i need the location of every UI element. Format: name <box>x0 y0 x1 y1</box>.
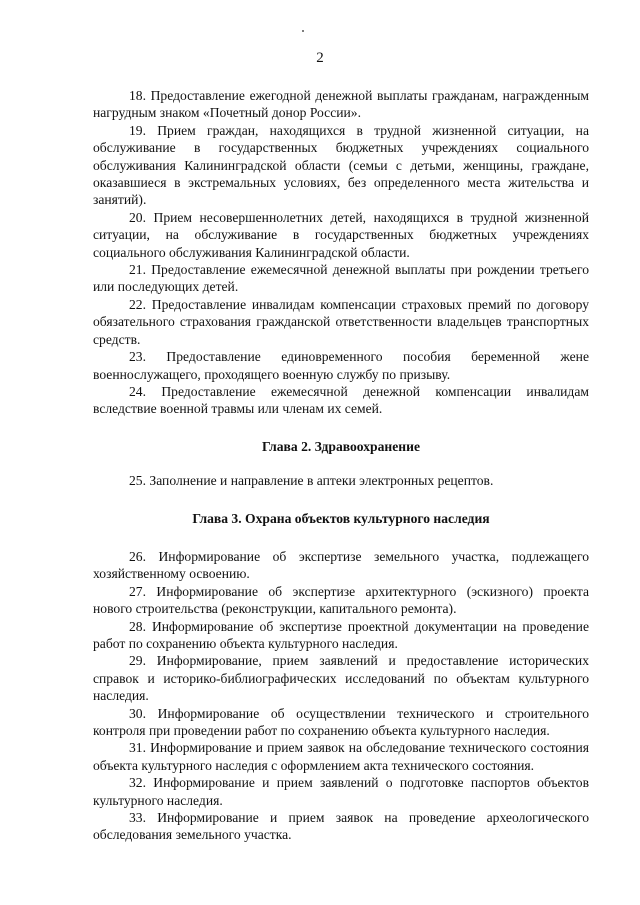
chapter-3-heading: Глава 3. Охрана объектов культурного наследия <box>192 510 490 526</box>
list-item-29: 29. Информирование, прием заявлений и предоставление исторических справок и историко-библиографических исследований по объектам культурного наследия. <box>93 653 589 704</box>
list-item-31: 31. Информирование и прием заявок на обследование технического состояния объекта культурного наследия с оформлением акта технического состояния. <box>93 740 589 773</box>
list-item-28: 28. Информирование об экспертизе проектной документации на проведение работ по сохранению объекта культурного наследия. <box>93 618 589 651</box>
list-item-21: 21. Предоставление ежемесячной денежной выплаты при рождении третьего или последующих детей. <box>93 262 589 295</box>
list-item-30: 30. Информирование об осуществлении технического и строительного контроля при проведении работ по сохранению объекта культурного наследия. <box>93 705 589 738</box>
list-item-23: 23. Предоставление единовременного пособия беременной жене военнослужащего, проходящего военную службу по призыву. <box>93 349 589 382</box>
list-item-24: 24. Предоставление ежемесячной денежной компенсации инвалидам вследствие военной травмы или членам их семей. <box>93 383 589 417</box>
list-item-33: 33. Информирование и прием заявок на проведение археологического обследования земельного участка. <box>93 810 589 843</box>
list-item-27: 27. Информирование об экспертизе архитектурного (эскизного) проекта нового строительства (реконструкции, капитального ремонта). <box>93 583 589 617</box>
list-item-18: 18. Предоставление ежегодной денежной выплаты гражданам, награжденным нагрудным знаком «Почетный донор России». <box>93 88 589 121</box>
list-item-32: 32. Информирование и прием заявлений о подготовке паспортов объектов культурного наследия. <box>93 775 589 808</box>
list-item-19: 19. Прием граждан, находящихся в трудной жизненной ситуации, на обслуживание в государственных бюджетных учреждениях социального обслуживания Калининградской области (семьи с детьми, женщины, граждане, оказавшиеся в экстремальных условиях, без определенного места жительства и занятий). <box>93 122 589 208</box>
scan-dot <box>302 30 304 32</box>
document-body <box>93 87 589 844</box>
list-item-26: 26. Информирование об экспертизе земельного участка, подлежащего хозяйственному освоению. <box>93 548 589 582</box>
list-item-25: 25. Заполнение и направление в аптеки электронных рецептов. <box>129 473 494 489</box>
list-item-22: 22. Предоставление инвалидам компенсации страховых премий по договору обязательного страхования гражданской ответственности владельцев транспортных средств. <box>93 296 589 347</box>
chapter-2-heading: Глава 2. Здравоохранение <box>262 438 420 454</box>
page-number: 2 <box>316 50 324 66</box>
list-item-20: 20. Прием несовершеннолетних детей, находящихся в трудной жизненной ситуации, на обслуживание в государственных бюджетных учреждениях социального обслуживания Калининградской области. <box>93 209 589 260</box>
